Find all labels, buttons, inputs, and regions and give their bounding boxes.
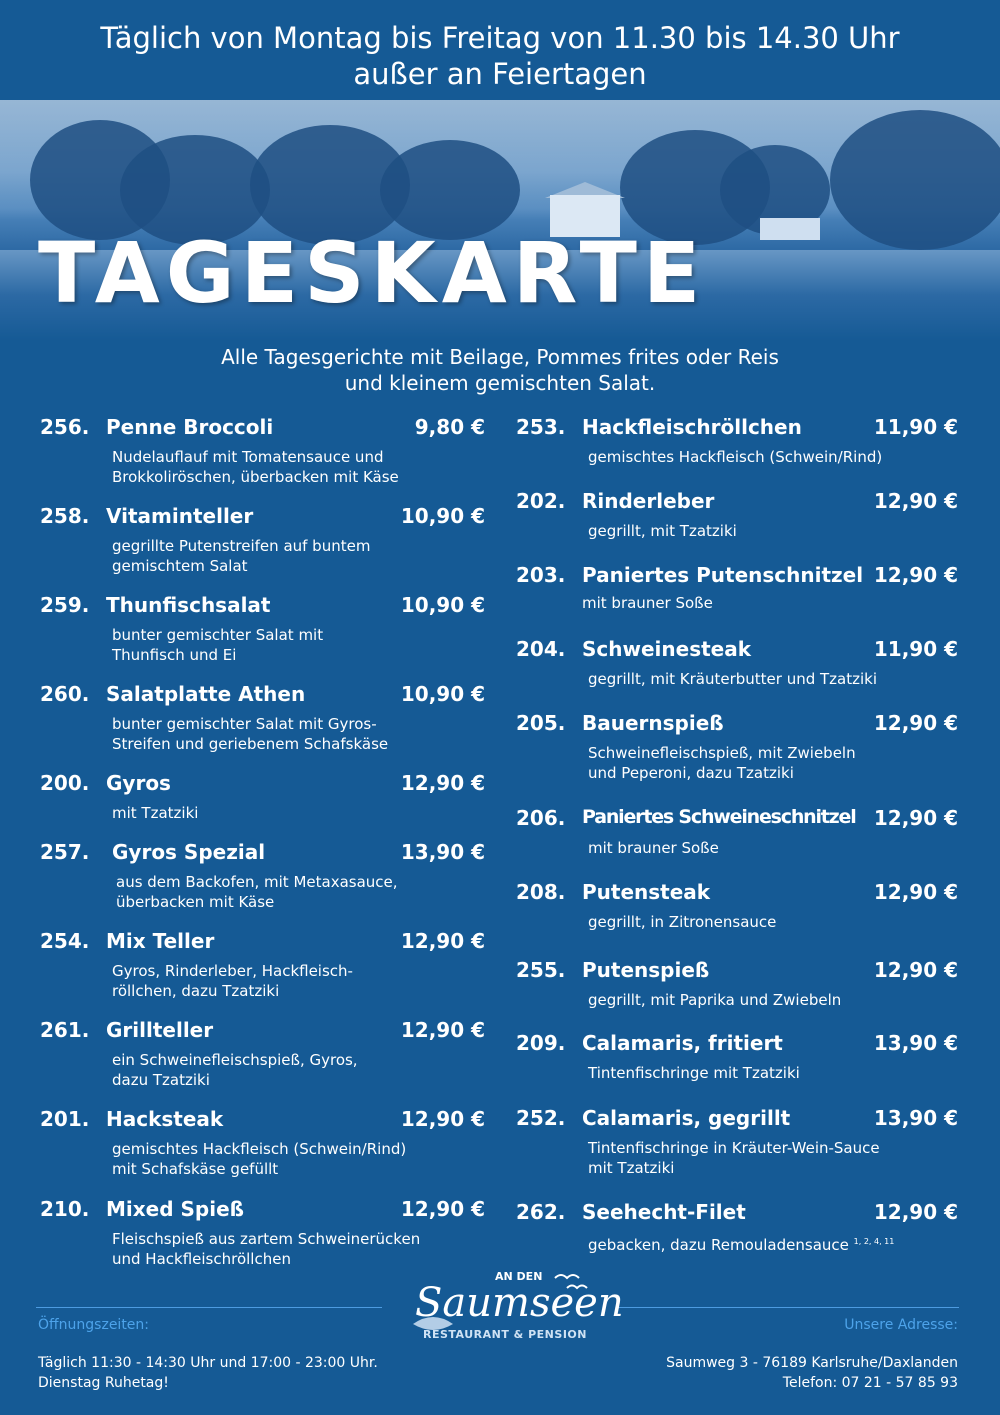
item-description: gegrillt, mit Paprika und Zwiebeln [588,991,842,1009]
footer-divider-right [617,1307,959,1308]
item-number: 209. [516,1031,566,1055]
restaurant-logo [405,1266,624,1346]
item-number: 202. [516,489,566,513]
item-name: Mix Teller [106,929,215,953]
item-number: 252. [516,1106,566,1130]
item-description: gegrillt, in Zitronensauce [588,913,777,931]
item-description: Fleischspieß aus zartem Schweinerücken und Hackfleischröllchen [112,1230,421,1268]
item-price: 13,90 € [400,840,485,864]
item-description: gebacken, dazu Remouladensauce $^{1, 2, 4, 11}$ [588,1236,895,1254]
item-number: 255. [516,958,566,982]
item-name: Gyros Spezial [112,840,266,864]
item-number: 257. [40,840,90,864]
item-name: Hacksteak [106,1107,224,1131]
opening-hours: Täglich 11:30 - 14:30 Uhr und 17:00 - 23:00 Uhr. Dienstag Ruhetag! [38,1355,378,1391]
item-price: 12,90 € [873,880,958,904]
item-name: Gyros [106,771,171,795]
item-price: 12,90 € [873,1200,958,1224]
item-number: 260. [40,682,90,706]
item-price: 12,90 € [873,563,958,587]
item-number: 204. [516,637,566,661]
item-price: 12,90 € [873,958,958,982]
item-number: 200. [40,771,90,795]
item-price: 12,90 € [400,1197,485,1221]
item-price: 12,90 € [400,771,485,795]
item-number: 256. [40,415,90,439]
item-number: 258. [40,504,90,528]
item-number: 254. [40,929,90,953]
item-name: Schweinesteak [582,637,752,661]
item-description: aus dem Backofen, mit Metaxasauce, überbacken mit Käse [116,873,398,911]
item-description: gemischtes Hackfleisch (Schwein/Rind) mit Schafskäse gefüllt [112,1140,407,1178]
item-price: 12,90 € [400,929,485,953]
opening-hours-label: Öffnungszeiten: [38,1317,150,1333]
item-number: 253. [516,415,566,439]
item-name: Putenspieß [582,958,710,982]
item-number: 205. [516,711,566,735]
item-name: Putensteak [582,880,711,904]
item-price: 13,90 € [873,1031,958,1055]
item-number: 206. [516,806,566,830]
item-price: 12,90 € [873,711,958,735]
item-price: 11,90 € [873,637,958,661]
opening-notice [0,20,1000,92]
item-name: Salatplatte Athen [106,682,306,706]
item-number: 262. [516,1200,566,1224]
subtitle-line1: Alle Tagesgerichte mit Beilage, Pommes frites oder Reis [221,345,779,369]
item-name: Thunfischsalat [106,593,271,617]
item-price: 13,90 € [873,1106,958,1130]
allergen-footnote: 1, 2, 4, 11 [853,1237,895,1246]
item-description: gegrillt, mit Tzatziki [588,522,737,540]
item-name: Mixed Spieß [106,1197,245,1221]
item-description: gegrillte Putenstreifen auf buntem gemischtem Salat [112,537,371,575]
item-number: 259. [40,593,90,617]
item-name: Paniertes Schweineschnitzel [582,806,856,828]
address: Saumweg 3 - 76189 Karlsruhe/Daxlanden Telefon: 07 21 - 57 85 93 [666,1355,958,1391]
item-price: 10,90 € [400,682,485,706]
item-description: Schweinefleischspieß, mit Zwiebeln und Peperoni, dazu Tzatziki [588,744,856,782]
item-price: 10,90 € [400,504,485,528]
opening-notice-line1: Täglich von Montag bis Freitag von 11.30 bis 14.30 Uhr [100,21,900,55]
item-description: Nudelauflauf mit Tomatensauce und Brokkoliröschen, überbacken mit Käse [112,448,399,486]
item-name: Rinderleber [582,489,715,513]
item-number: 210. [40,1197,90,1221]
item-name: Paniertes Putenschnitzel [582,563,864,587]
item-name: Bauernspieß [582,711,724,735]
item-price: 12,90 € [873,806,958,830]
item-description: Gyros, Rinderleber, Hackfleisch- röllchen, dazu Tzatziki [112,962,353,1000]
item-price: 12,90 € [873,489,958,513]
item-price: 12,90 € [400,1018,485,1042]
logo-top-text: AN DEN [495,1270,543,1283]
item-number: 203. [516,563,566,587]
item-description: bunter gemischter Salat mit Gyros- Streifen und geriebenem Schafskäse [112,715,389,753]
opening-notice-line2: außer an Feiertagen [353,57,647,91]
address-label: Unsere Adresse: [844,1317,958,1333]
item-name: Hackfleischröllchen [582,415,802,439]
item-number: 261. [40,1018,90,1042]
subtitle [0,344,1000,396]
item-name: Calamaris, fritiert [582,1031,783,1055]
item-name: Calamaris, gegrillt [582,1106,791,1130]
item-description: ein Schweinefleischspieß, Gyros, dazu Tzatziki [112,1051,358,1089]
item-description: gemischtes Hackfleisch (Schwein/Rind) [588,448,883,466]
item-price: 9,80 € [414,415,485,439]
item-name: Seehecht-Filet [582,1200,746,1224]
item-name: Penne Broccoli [106,415,274,439]
item-description: mit brauner Soße [588,839,719,857]
item-name: Grillteller [106,1018,214,1042]
footer-divider-left [36,1307,382,1308]
page-title: TAGESKARTE [38,224,707,322]
logo-name: Saumseen [415,1280,624,1326]
item-price: 11,90 € [873,415,958,439]
item-price: 10,90 € [400,593,485,617]
item-price: 12,90 € [400,1107,485,1131]
item-description: Tintenfischringe in Kräuter-Wein-Sauce mit Tzatziki [588,1139,880,1177]
item-description: gegrillt, mit Kräuterbutter und Tzatziki [588,670,878,688]
logo-subtitle: RESTAURANT & PENSION [423,1328,587,1341]
subtitle-line2: und kleinem gemischten Salat. [344,371,656,395]
phone-number: Telefon: 07 21 - 57 85 93 [782,1375,958,1391]
item-name: Vitaminteller [106,504,254,528]
item-number: 201. [40,1107,90,1131]
item-description: bunter gemischter Salat mit Thunfisch und Ei [112,626,324,664]
item-description: Tintenfischringe mit Tzatziki [588,1064,800,1082]
item-description: mit Tzatziki [112,804,199,822]
item-description: mit brauner Soße [582,594,713,612]
item-number: 208. [516,880,566,904]
